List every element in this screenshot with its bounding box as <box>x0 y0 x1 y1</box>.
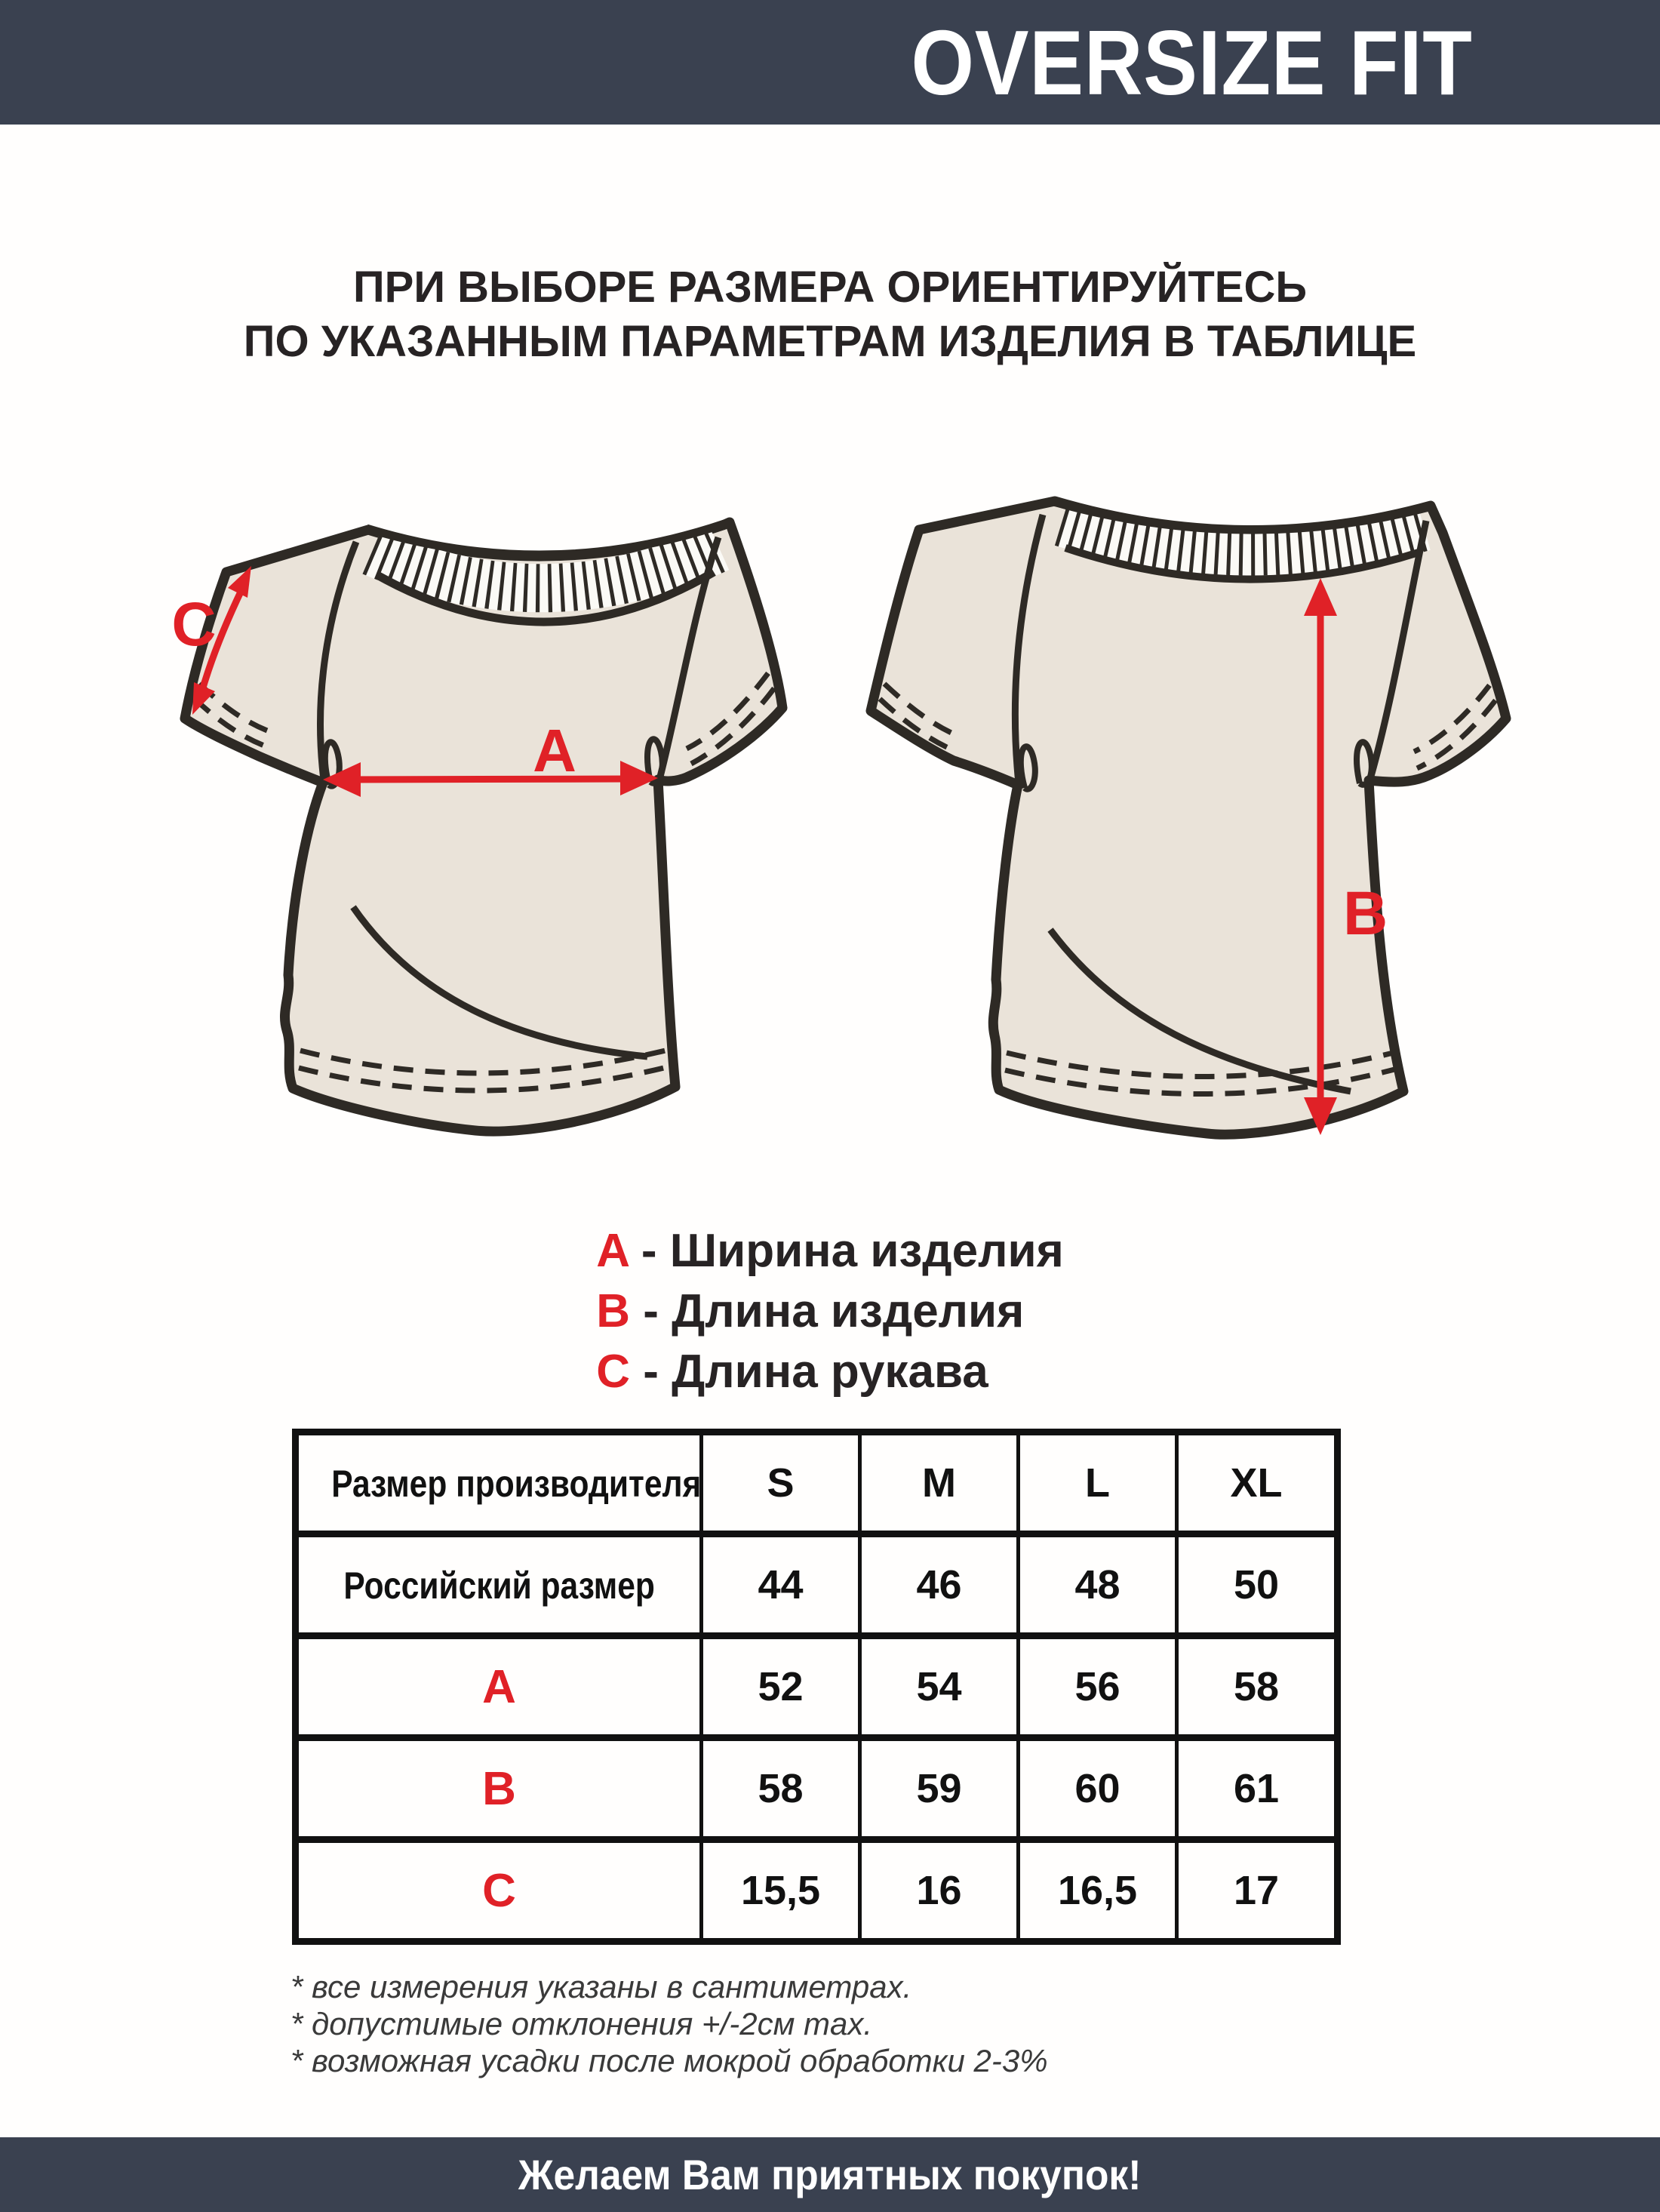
table-cell: XL <box>1177 1432 1338 1534</box>
legend-letter-c: C <box>596 1346 630 1398</box>
table-cell: 54 <box>860 1636 1019 1738</box>
table-cell: 48 <box>1019 1534 1177 1636</box>
table-cell: 17 <box>1177 1840 1338 1942</box>
table-cell: 44 <box>702 1534 860 1636</box>
table-row-manufacturer-size <box>296 1432 1338 1534</box>
table-cell: 56 <box>1019 1636 1177 1738</box>
legend-item-length <box>596 1281 1064 1342</box>
table-cell: 15,5 <box>702 1840 860 1942</box>
legend-text-a: - Ширина изделия <box>641 1225 1064 1277</box>
table-cell: 16,5 <box>1019 1840 1177 1942</box>
table-cell: 60 <box>1019 1738 1177 1840</box>
legend-letter-b: B <box>596 1285 630 1337</box>
tshirt-front-diagram <box>158 468 807 1158</box>
table-row-sleeve-c <box>296 1840 1338 1942</box>
table-cell: 59 <box>860 1738 1019 1840</box>
tshirt-back-diagram <box>853 468 1517 1158</box>
table-cell: 46 <box>860 1534 1019 1636</box>
legend-letter-a: A <box>596 1225 629 1277</box>
footer-bar <box>0 2137 1660 2212</box>
legend-item-sleeve <box>596 1342 1064 1402</box>
row-label: B <box>296 1738 702 1840</box>
table-row-width-a <box>296 1636 1338 1738</box>
footnote-units: * все измерения указаны в сантиметрах. <box>290 1969 912 2004</box>
sleeve-measure-label: C <box>171 590 217 659</box>
intro-heading <box>0 260 1660 369</box>
table-cell: S <box>702 1432 860 1534</box>
legend-item-width <box>596 1221 1064 1281</box>
header-bar <box>0 0 1660 125</box>
row-label: Размер производителя <box>331 1463 702 1505</box>
footer-message: Желаем Вам приятных покупок! <box>518 2151 1142 2198</box>
row-label: C <box>296 1840 702 1942</box>
table-row-length-b <box>296 1738 1338 1840</box>
size-table <box>292 1429 1341 1945</box>
intro-line-1: ПРИ ВЫБОРЕ РАЗМЕРА ОРИЕНТИРУЙТЕСЬ <box>352 263 1308 312</box>
width-measure-label: A <box>533 717 576 784</box>
table-cell: 52 <box>702 1636 860 1738</box>
legend-text-c: - Длина рукава <box>643 1346 988 1398</box>
table-cell: 58 <box>702 1738 860 1840</box>
footnotes <box>290 1968 1048 2079</box>
fit-type-title: OVERSIZE FIT <box>911 11 1473 114</box>
table-cell: 50 <box>1177 1534 1338 1636</box>
intro-line-2: ПО УКАЗАННЫМ ПАРАМЕТРАМ ИЗДЕЛИЯ В ТАБЛИЦЕ <box>243 317 1417 366</box>
row-label: Российский размер <box>296 1534 702 1636</box>
table-cell: L <box>1019 1432 1177 1534</box>
footnote-tolerance: * допустимые отклонения +/-2см max. <box>290 2006 873 2041</box>
legend-text-b: - Длина изделия <box>643 1285 1025 1337</box>
table-cell: 16 <box>860 1840 1019 1942</box>
row-label: A <box>296 1636 702 1738</box>
table-cell: 61 <box>1177 1738 1338 1840</box>
footnote-shrinkage: * возможная усадки после мокрой обработки 2-3% <box>290 2043 1048 2078</box>
measurement-legend <box>0 1221 1660 1402</box>
table-cell: M <box>860 1432 1019 1534</box>
table-cell: 58 <box>1177 1636 1338 1738</box>
table-row-russian-size <box>296 1534 1338 1636</box>
length-measure-label: B <box>1343 879 1388 948</box>
